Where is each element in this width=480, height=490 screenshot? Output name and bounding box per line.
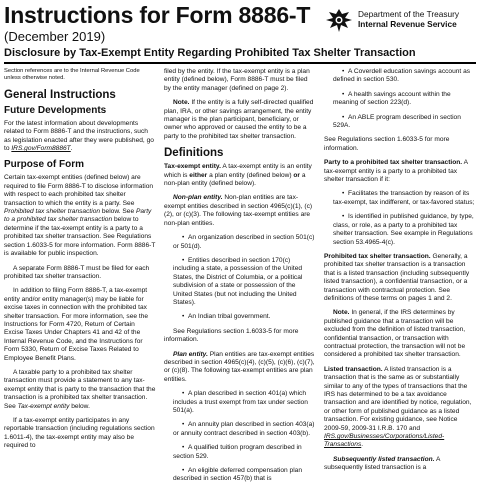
see-regulations-text: See Regulations section 1.6033-5 for more information. <box>324 136 450 152</box>
tax-exempt-entity-def: Tax-exempt entity. A tax-exempt entity is an entity which is either a plan entity (defined below) or a non-plan entity (defined below). <box>164 163 312 188</box>
list-item: • An ABLE program described in section 529A. <box>324 114 476 131</box>
list-item: • An organization described in section 501(c) or 501(d). <box>164 234 316 251</box>
subsequently-listed-def: Subsequently listed transaction. A subsequently listed transaction is a <box>324 455 441 472</box>
reportable-transaction-text: If a tax-exempt entity participates in any reportable transaction (including regulations section 1.6011-4), the tax-exempt entity may also be required to <box>4 417 155 450</box>
separate-form-text: A separate Form 8886-T must be filed for each prohibited tax shelter transaction. <box>4 264 150 280</box>
purpose-text: Certain tax-exempt entities (defined below) are required to file Form 8886-T to disclose information with respect to each prohibited tax shelter transaction to which the entity is a party. See Prohibited tax shelter transaction below. See Party to a prohibited tax shelter transaction below to determine if the tax-exempt entity is a party to a prohibited tax shelter transaction. See Regulations section 1.6033-5 for more information. Form 8886-T is available for public inspection. <box>4 174 156 258</box>
future-developments-text: For the latest information about developments related to Form 8886-T and the instructions, such as legislation enacted after they were published, go to IRS.gov/Form8886T. <box>4 119 154 153</box>
self-directed-note: Note. If the entity is a fully self-directed qualified plan, IRA, or other savings arrangement, the entity manager is the plan participant, beneficiary, or owner who approved or caused the entity to be a party to the prohibited tax shelter transaction. <box>164 99 314 140</box>
agency-line2: Internal Revenue Service <box>358 19 457 29</box>
list-item: • A Coverdell education savings account as defined in section 530. <box>324 68 476 85</box>
list-item: • Entities described in section 170(c) including a state, a possession of the United States, the District of Columbia, or a political subdivision of a state or possession of the United States (but not including the United States). <box>164 257 316 307</box>
list-item: • An annuity plan described in section 403(a) or annuity contract described in section 403(b). <box>164 421 316 438</box>
irs-eagle-logo-icon <box>324 6 354 34</box>
listed-transactions-link[interactable]: IRS.gov/Businesses/Corporations/Listed-Transactions <box>324 433 445 449</box>
non-plan-entity-def: Non-plan entity. Non-plan entities are tax-exempt entities described in section 4965(c)(1), (c)(2), or (c)(3). The following tax-exempt entities are non-plan entities. <box>164 194 313 227</box>
heading-definitions: Definitions <box>164 147 224 160</box>
plan-entity-def: Plan entity. Plan entities are tax-exempt entities described in section 4965(c)(4), (c)(5), (c)(6), (c)(7), or (c)(8). The following tax-exempt entities are plan entities. <box>164 350 315 383</box>
heading-general-instructions: General Instructions <box>4 88 116 101</box>
list-item: • Is identified in published guidance, by type, class, or role, as a party to a prohibited tax shelter transaction. See example in Regulations section 53.4965-4(c). <box>324 213 476 247</box>
list-item: • An eligible deferred compensation plan described in section 457(b) that is <box>164 467 316 484</box>
excise-tax-text: In addition to filing Form 8886-T, a tax-exempt entity and/or entity manager(s) may be liable for excise taxes in connection with the prohibited tax shelter transaction. For more information, see the Instructions for Form 4720, Return of Certain Excise Taxes Under Chapters 41 and 42 of the Internal Revenue Code, and the Instructions for Form 5330, Return of Excise Taxes Related to Employee Benefit Plans. <box>4 287 149 362</box>
revision-date: (December 2019) <box>4 29 106 44</box>
taxable-party-text: A taxable party to a prohibited tax shelter transaction must provide a statement to any tax-exempt entity that is party to the transaction that the transaction is a prohibited tax shelter transaction. See Tax-exempt entity below. <box>4 368 156 410</box>
heading-future-developments: Future Developments <box>4 104 107 116</box>
form-subtitle: Disclosure by Tax-Exempt Entity Regarding Prohibited Tax Shelter Transaction <box>4 47 416 59</box>
list-item: • A health savings account within the meaning of section 223(d). <box>324 91 476 108</box>
see-regulations-text: See Regulations section 1.6033-5 for more information. <box>164 327 299 344</box>
prohibited-transaction-def: Prohibited tax shelter transaction. Generally, a prohibited tax shelter transaction is a transaction that is a listed transaction (including subsequently listed transaction), a confidential transaction, or a transaction with contractual protection. See definitions of these terms on pages 1 and 2. <box>324 252 470 302</box>
agency-line1: Department of the Treasury <box>358 9 459 19</box>
published-guidance-note: Note. In general, if the IRS determines by published guidance that a transaction will be excluded from the definition of listed transaction, confidential transaction, or transaction with contractual protection, the transaction will not be considered a prohibited tax shelter transaction. <box>324 309 466 359</box>
column-3 <box>324 68 476 479</box>
page-title: Instructions for Form 8886-T <box>4 2 311 28</box>
listed-transaction-def: Listed transaction. A listed transaction is a transaction that is the same as or substantially similar to any of the types of transactions that the IRS has determined to be a tax avoidance transaction and are identified by notice, regulation, or other form of published guidance as a listed transaction. For existing guidance, see Notice 2009-59, 2009-31 I.R.B. 170 and IRS.gov/Businesses/Corporations/Listed-Transactions. <box>324 365 472 449</box>
list-item: • A plan described in section 401(a) which includes a trust exempt from tax under section 501(a). <box>164 390 316 415</box>
list-item: • Facilitates the transaction by reason of its tax-exempt, tax indifferent, or tax-favored status; <box>324 190 476 207</box>
column-2 <box>164 68 316 490</box>
agency-name <box>358 9 480 29</box>
list-item: • An Indian tribal government. <box>164 313 316 321</box>
column-1 <box>4 68 156 457</box>
party-to-transaction-def: Party to a prohibited tax shelter transaction. A tax-exempt entity is a party to a prohibited tax shelter transaction if it: <box>324 159 468 184</box>
form8886t-link[interactable]: IRS.gov/Form8886T <box>11 145 71 153</box>
filed-by-text: filed by the entity. If the tax-exempt entity is a plan entity (defined below), Form 8886-T must be filed by the entity manager (defined on page 2). <box>164 68 310 92</box>
header-divider <box>4 62 476 64</box>
list-item: • A qualified tuition program described in section 529. <box>164 444 316 461</box>
heading-purpose-of-form: Purpose of Form <box>4 159 85 171</box>
section-references-note: Section references are to the Internal Revenue Code unless otherwise noted. <box>4 68 140 82</box>
